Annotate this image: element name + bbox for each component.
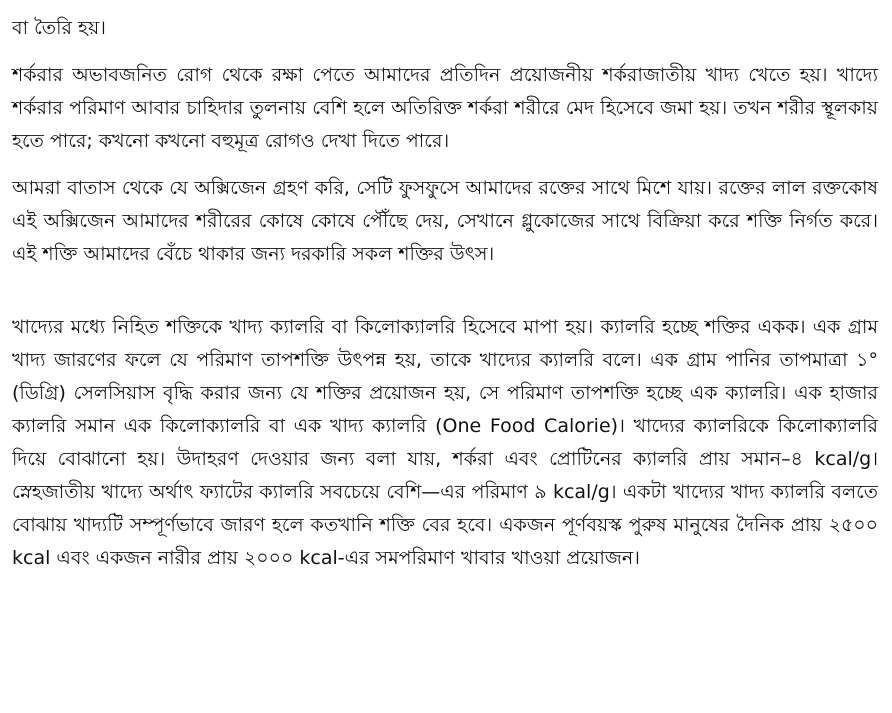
paragraph-food-calorie: খাদ্যের মধ্যে নিহিত শক্তিকে খাদ্য ক্যালরি বা কিলোক্যালরি হিসেবে মাপা হয়। ক্যালরি হচ্ছে শক্তির একক। এক গ্রাম খাদ্য জারণের ফলে যে পরিমাণ তাপশক্তি উৎপন্ন হয়, তাকে খাদ্যের ক্যালরি বলে। এক গ্রাম পানির তাপমাত্রা ১° (ডিগ্রি) সেলসিয়াস বৃদ্ধি করার জন্য যে শক্তির প্রয়োজন হয়, সে পরিমাণ তাপশক্তি হচ্ছে এক ক্যালরি। এক হাজার ক্যালরি সমান এক কিলোক্যালরি বা এক খাদ্য ক্যালরি (One Food Calorie)। খাদ্যের ক্যালরিকে কিলোক্যালরি দিয়ে বোঝানো হয়। উদাহরণ দেওয়ার জন্য বলা যায়, শর্করা এবং প্রোটিনের ক্যালরি প্রায় সমান–৪ kcal/g। স্নেহজাতীয় খাদ্যে অর্থাৎ ফ্যাটের ক্যালরি সবচেয়ে বেশি—এর পরিমাণ ৯ kcal/g। একটা খাদ্যের খাদ্য ক্যালরি বলতে বোঝায় খাদ্যটি সম্পূর্ণভাবে জারণ হলে কতখানি শক্তি বের হবে। একজন পূর্ণবয়স্ক পুরুষ মানুষের দৈনিক প্রায় ২৫০০ kcal এবং একজন নারীর প্রায় ২০০০ kcal-এর সমপরিমাণ খাবার খাওয়া প্রয়োজন। xyxy=(12,316,878,569)
paragraph-carbohydrate-deficiency: শর্করার অভাবজনিত রোগ থেকে রক্ষা পেতে আমাদের প্রতিদিন প্রয়োজনীয় শর্করাজাতীয় খাদ্য খেতে হয়। খাদ্যে শর্করার পরিমাণ আবার চাহিদার তুলনায় বেশি হলে অতিরিক্ত শর্করা শরীরে মেদ হিসেবে জমা হয়। তখন শরীর স্থূলকায় হতে পারে; কখনো কখনো বহুমূত্র রোগও দেখা দিতে পারে। xyxy=(12,64,878,152)
paragraph-oxygen-energy: আমরা বাতাস থেকে যে অক্সিজেন গ্রহণ করি, সেটি ফুসফুসে আমাদের রক্তের সাথে মিশে যায়। রক্তের লাল রক্তকোষ এই অক্সিজেন আমাদের শরীরের কোষে কোষে পৌঁছে দেয়, সেখানে গ্লুকোজের সাথে বিক্রিয়া করে শক্তি নির্গত করে। এই শক্তি আমাদের বেঁচে থাকার জন্য দরকারি সকল শক্তির উৎস। xyxy=(12,177,878,265)
paragraph-intro-fragment: বা তৈরি হয়। xyxy=(12,17,106,39)
